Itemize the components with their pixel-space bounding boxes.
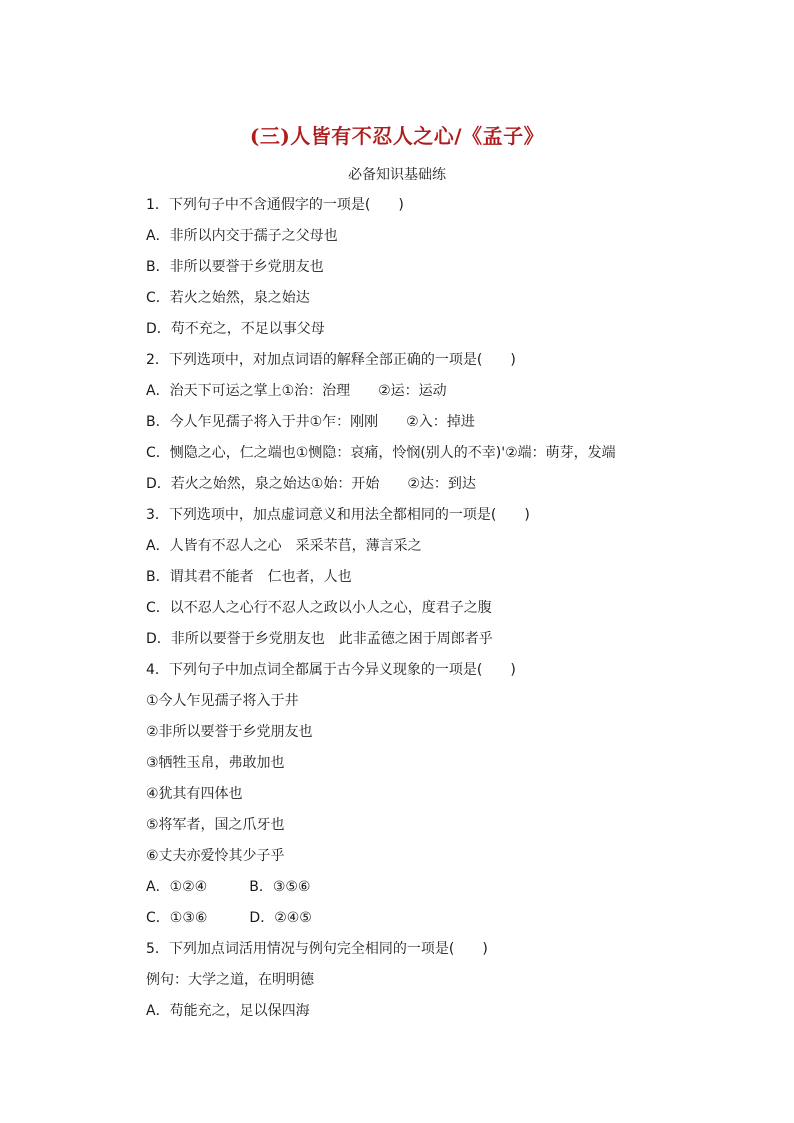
question-3-option-b: B．谓其君不能者 仁也者，人也 — [146, 569, 352, 585]
question-2-option-d: D．若火之始然，泉之始达①始：开始 ②达：到达 — [146, 476, 476, 492]
question-5-example: 例句：大学之道，在明明德 — [146, 972, 314, 988]
question-5-option-a: A．苟能充之，足以保四海 — [146, 1003, 310, 1019]
question-2-option-a: A．治天下可运之掌上①治：治理 ②运：运动 — [146, 383, 447, 399]
question-1-stem: 1．下列句子中不含通假字的一项是( ) — [146, 197, 404, 213]
question-2-option-c: C．恻隐之心，仁之端也①恻隐：哀痛，怜悯(别人的不幸)'②端：萌芽，发端 — [146, 445, 616, 461]
question-4-options-ab: A．①②④ B．③⑤⑥ — [146, 879, 311, 895]
question-3-option-c: C．以不忍人之心行不忍人之政以小人之心，度君子之腹 — [146, 600, 492, 616]
question-2-option-b: B．今人乍见孺子将入于井①乍：刚刚 ②入：掉进 — [146, 414, 475, 430]
section-subtitle: 必备知识基础练 — [348, 167, 446, 183]
question-3-stem: 3．下列选项中，加点虚词意义和用法全都相同的一项是( ) — [146, 507, 530, 523]
question-1-option-b: B．非所以要誉于乡党朋友也 — [146, 259, 324, 275]
question-4-item-2: ②非所以要誉于乡党朋友也 — [146, 724, 313, 740]
question-5-stem: 5．下列加点词活用情况与例句完全相同的一项是( ) — [146, 941, 488, 957]
question-4-item-5: ⑤将军者，国之爪牙也 — [146, 817, 285, 833]
question-4-stem: 4．下列句子中加点词全都属于古今异义现象的一项是( ) — [146, 662, 516, 678]
question-4-item-6: ⑥丈夫亦爱怜其少子乎 — [146, 848, 285, 864]
question-1-option-d: D．苟不充之，不足以事父母 — [146, 321, 325, 337]
question-4-options-cd: C．①③⑥ D．②④⑤ — [146, 910, 312, 926]
question-3-option-d: D．非所以要誉于乡党朋友也 此非孟德之困于周郎者乎 — [146, 631, 493, 647]
question-1-option-c: C．若火之始然，泉之始达 — [146, 290, 310, 306]
question-1-option-a: A．非所以内交于孺子之父母也 — [146, 228, 338, 244]
question-2-stem: 2．下列选项中，对加点词语的解释全部正确的一项是( ) — [146, 352, 516, 368]
question-4-item-3: ③牺牲玉帛，弗敢加也 — [146, 755, 285, 771]
page-title: (三)人皆有不忍人之心/《孟子》 — [249, 124, 545, 148]
question-3-option-a: A．人皆有不忍人之心 采采芣苢，薄言采之 — [146, 538, 422, 554]
question-4-item-1: ①今人乍见孺子将入于井 — [146, 693, 299, 709]
question-list — [146, 190, 766, 1027]
question-4-item-4: ④犹其有四体也 — [146, 786, 243, 802]
